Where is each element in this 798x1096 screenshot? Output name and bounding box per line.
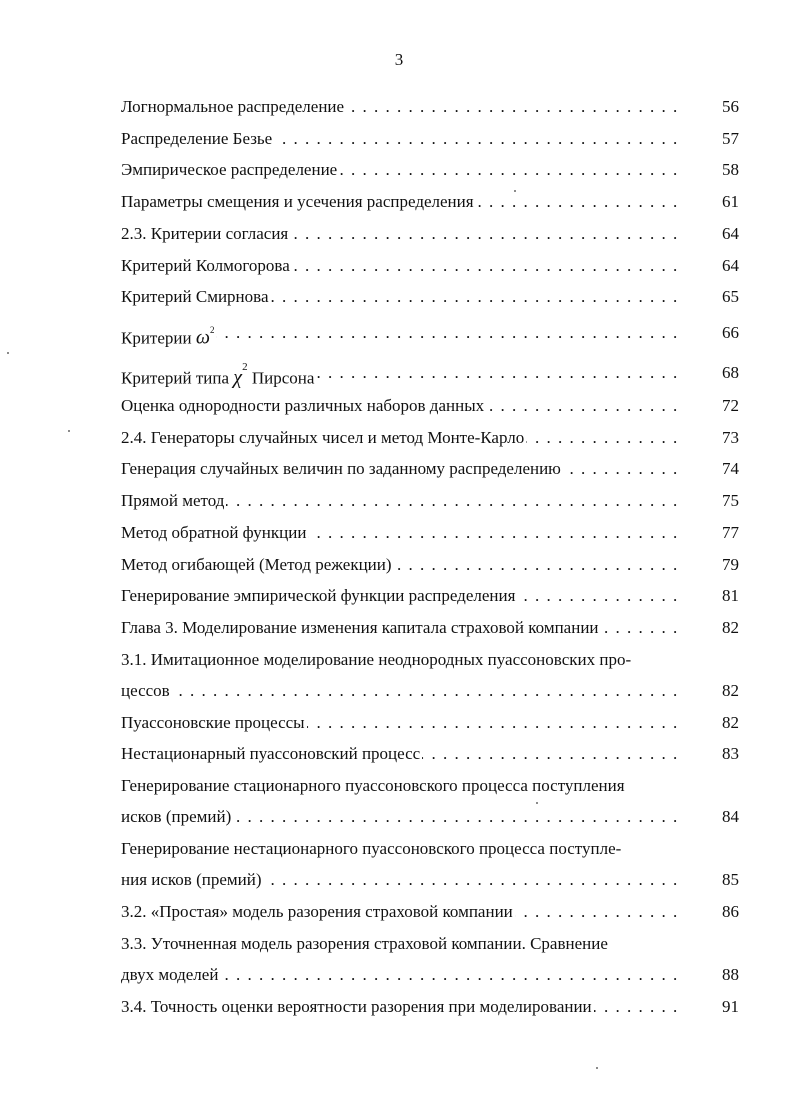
toc-entry-title: Метод огибающей (Метод режекции) bbox=[121, 553, 394, 577]
toc-entry-title-text-after: Пирсона bbox=[251, 368, 315, 388]
toc-entry-page: 74 bbox=[722, 459, 739, 478]
toc-entry-page: 79 bbox=[722, 555, 739, 574]
toc-entry-title: Критерий Колмогорова bbox=[121, 254, 292, 278]
toc-entry bbox=[121, 868, 739, 892]
chi-superscript: 2 bbox=[242, 361, 248, 373]
toc-entry-page: 86 bbox=[722, 902, 739, 921]
toc-entry-page: 88 bbox=[722, 965, 739, 984]
toc-entry-title: Пуассоновские процессы bbox=[121, 711, 307, 735]
toc-entry-title: 3.3. Уточненная модель разорения страховой компании. Сравнение bbox=[121, 932, 610, 956]
toc-entry-page: 84 bbox=[722, 807, 739, 826]
toc-entry-page: 64 bbox=[722, 256, 739, 275]
toc-entry-page: 82 bbox=[722, 681, 739, 700]
toc-entry-title: Оценка однородности различных наборов данных bbox=[121, 394, 486, 418]
toc-entry-title: Прямой метод bbox=[121, 489, 226, 513]
toc-entry-title: Глава 3. Моделирование изменения капитала страховой компании bbox=[121, 616, 601, 640]
toc-entry-title bbox=[121, 321, 216, 351]
chi-symbol bbox=[233, 361, 247, 390]
omega-glyph: ω bbox=[195, 326, 210, 349]
toc-entry-title bbox=[121, 361, 316, 391]
toc-entry-page: 68 bbox=[722, 363, 739, 382]
toc-entry-title-continued: цессов bbox=[121, 679, 172, 703]
omega-symbol bbox=[196, 321, 215, 350]
toc-entry bbox=[121, 426, 739, 450]
toc-entry bbox=[121, 995, 739, 1019]
toc-entry-title: Метод обратной функции bbox=[121, 521, 308, 545]
toc-entry-title-text: Критерий типа bbox=[121, 368, 230, 388]
toc-entry-title: Распределение Безье bbox=[121, 127, 274, 151]
toc-entry-page: 73 bbox=[722, 428, 739, 447]
toc-entry bbox=[121, 127, 739, 151]
toc-entry bbox=[121, 679, 739, 703]
dot-leader bbox=[121, 679, 677, 703]
toc-entry-title-text: Критерии bbox=[121, 328, 192, 348]
chi-glyph: χ bbox=[233, 366, 243, 389]
toc-entry bbox=[121, 963, 739, 987]
toc-entry bbox=[121, 285, 739, 309]
toc-entry-page: 66 bbox=[722, 323, 739, 342]
toc-entry-page: 64 bbox=[722, 224, 739, 243]
toc-entry-page: 77 bbox=[722, 523, 739, 542]
toc-entry-title-continued: двух моделей bbox=[121, 963, 220, 987]
toc-entry-title-continued: ния исков (премий) bbox=[121, 868, 264, 892]
page-number: 3 bbox=[394, 50, 404, 69]
toc-entry-title: 3.2. «Простая» модель разорения страховой компании bbox=[121, 900, 515, 924]
toc-entry-page: 75 bbox=[722, 491, 739, 510]
toc-entry-page: 65 bbox=[722, 287, 739, 306]
toc-entry-page: 82 bbox=[722, 618, 739, 637]
toc-entry bbox=[121, 361, 739, 389]
toc-entry bbox=[121, 321, 739, 349]
toc-entry-page: 57 bbox=[722, 129, 739, 148]
toc-entry-page: 82 bbox=[722, 713, 739, 732]
toc-entry bbox=[121, 711, 739, 735]
toc-entry-page: 91 bbox=[722, 997, 739, 1016]
toc-entry-title: Логнормальное распределение bbox=[121, 95, 346, 119]
toc-entry-title: Критерий Смирнова bbox=[121, 285, 271, 309]
toc-entry-page: 61 bbox=[722, 192, 739, 211]
toc-entry bbox=[121, 616, 739, 640]
toc-entry bbox=[121, 805, 739, 829]
toc-entry bbox=[121, 489, 739, 513]
toc-entry-title: Эмпирическое распределение bbox=[121, 158, 339, 182]
toc-entry-title: 2.4. Генераторы случайных чисел и метод Монте-Карло bbox=[121, 426, 526, 450]
toc-entry bbox=[121, 95, 739, 119]
toc-entry-page: 58 bbox=[722, 160, 739, 179]
toc-entry-title: Нестационарный пуассоновский процесс bbox=[121, 742, 422, 766]
toc-entry-title: 3.4. Точность оценки вероятности разорения при моделировании bbox=[121, 995, 594, 1019]
toc-entry-page: 85 bbox=[722, 870, 739, 889]
toc-entry-first-line bbox=[121, 837, 739, 861]
scan-speck bbox=[596, 1067, 598, 1069]
toc-entry-page: 56 bbox=[722, 97, 739, 116]
toc-entry-title: Генерация случайных величин по заданному распределению bbox=[121, 457, 563, 481]
scan-speck bbox=[68, 430, 70, 432]
toc-entry bbox=[121, 553, 739, 577]
toc-entry-title: Параметры смещения и усечения распределения bbox=[121, 190, 476, 214]
toc-entry bbox=[121, 394, 739, 418]
toc-entry bbox=[121, 584, 739, 608]
toc-entry-page: 81 bbox=[722, 586, 739, 605]
toc-entry-title: Генерирование эмпирической функции распределения bbox=[121, 584, 517, 608]
toc-entry-title: Генерирование нестационарного пуассоновского процесса поступле- bbox=[121, 837, 623, 861]
toc-entry-title: 2.3. Критерии согласия bbox=[121, 222, 290, 246]
toc-entry bbox=[121, 742, 739, 766]
toc-entry-first-line bbox=[121, 932, 739, 956]
toc-entry-first-line bbox=[121, 648, 739, 672]
toc-entry bbox=[121, 254, 739, 278]
toc-entry bbox=[121, 457, 739, 481]
toc-entry bbox=[121, 222, 739, 246]
toc-entry-page: 83 bbox=[722, 744, 739, 763]
omega-superscript: 2 bbox=[209, 325, 215, 335]
toc-entry bbox=[121, 158, 739, 182]
toc-entry bbox=[121, 900, 739, 924]
scan-speck bbox=[7, 352, 9, 354]
toc-entry-title: 3.1. Имитационное моделирование неоднородных пуассоновских про- bbox=[121, 648, 633, 672]
toc-entry-page: 72 bbox=[722, 396, 739, 415]
toc-entry bbox=[121, 521, 739, 545]
toc-entry-first-line bbox=[121, 774, 739, 798]
toc-entry bbox=[121, 190, 739, 214]
toc-entry-title: Генерирование стационарного пуассоновского процесса поступления bbox=[121, 774, 627, 798]
scan-speck bbox=[536, 802, 538, 804]
toc-entry-title-continued: исков (премий) bbox=[121, 805, 233, 829]
